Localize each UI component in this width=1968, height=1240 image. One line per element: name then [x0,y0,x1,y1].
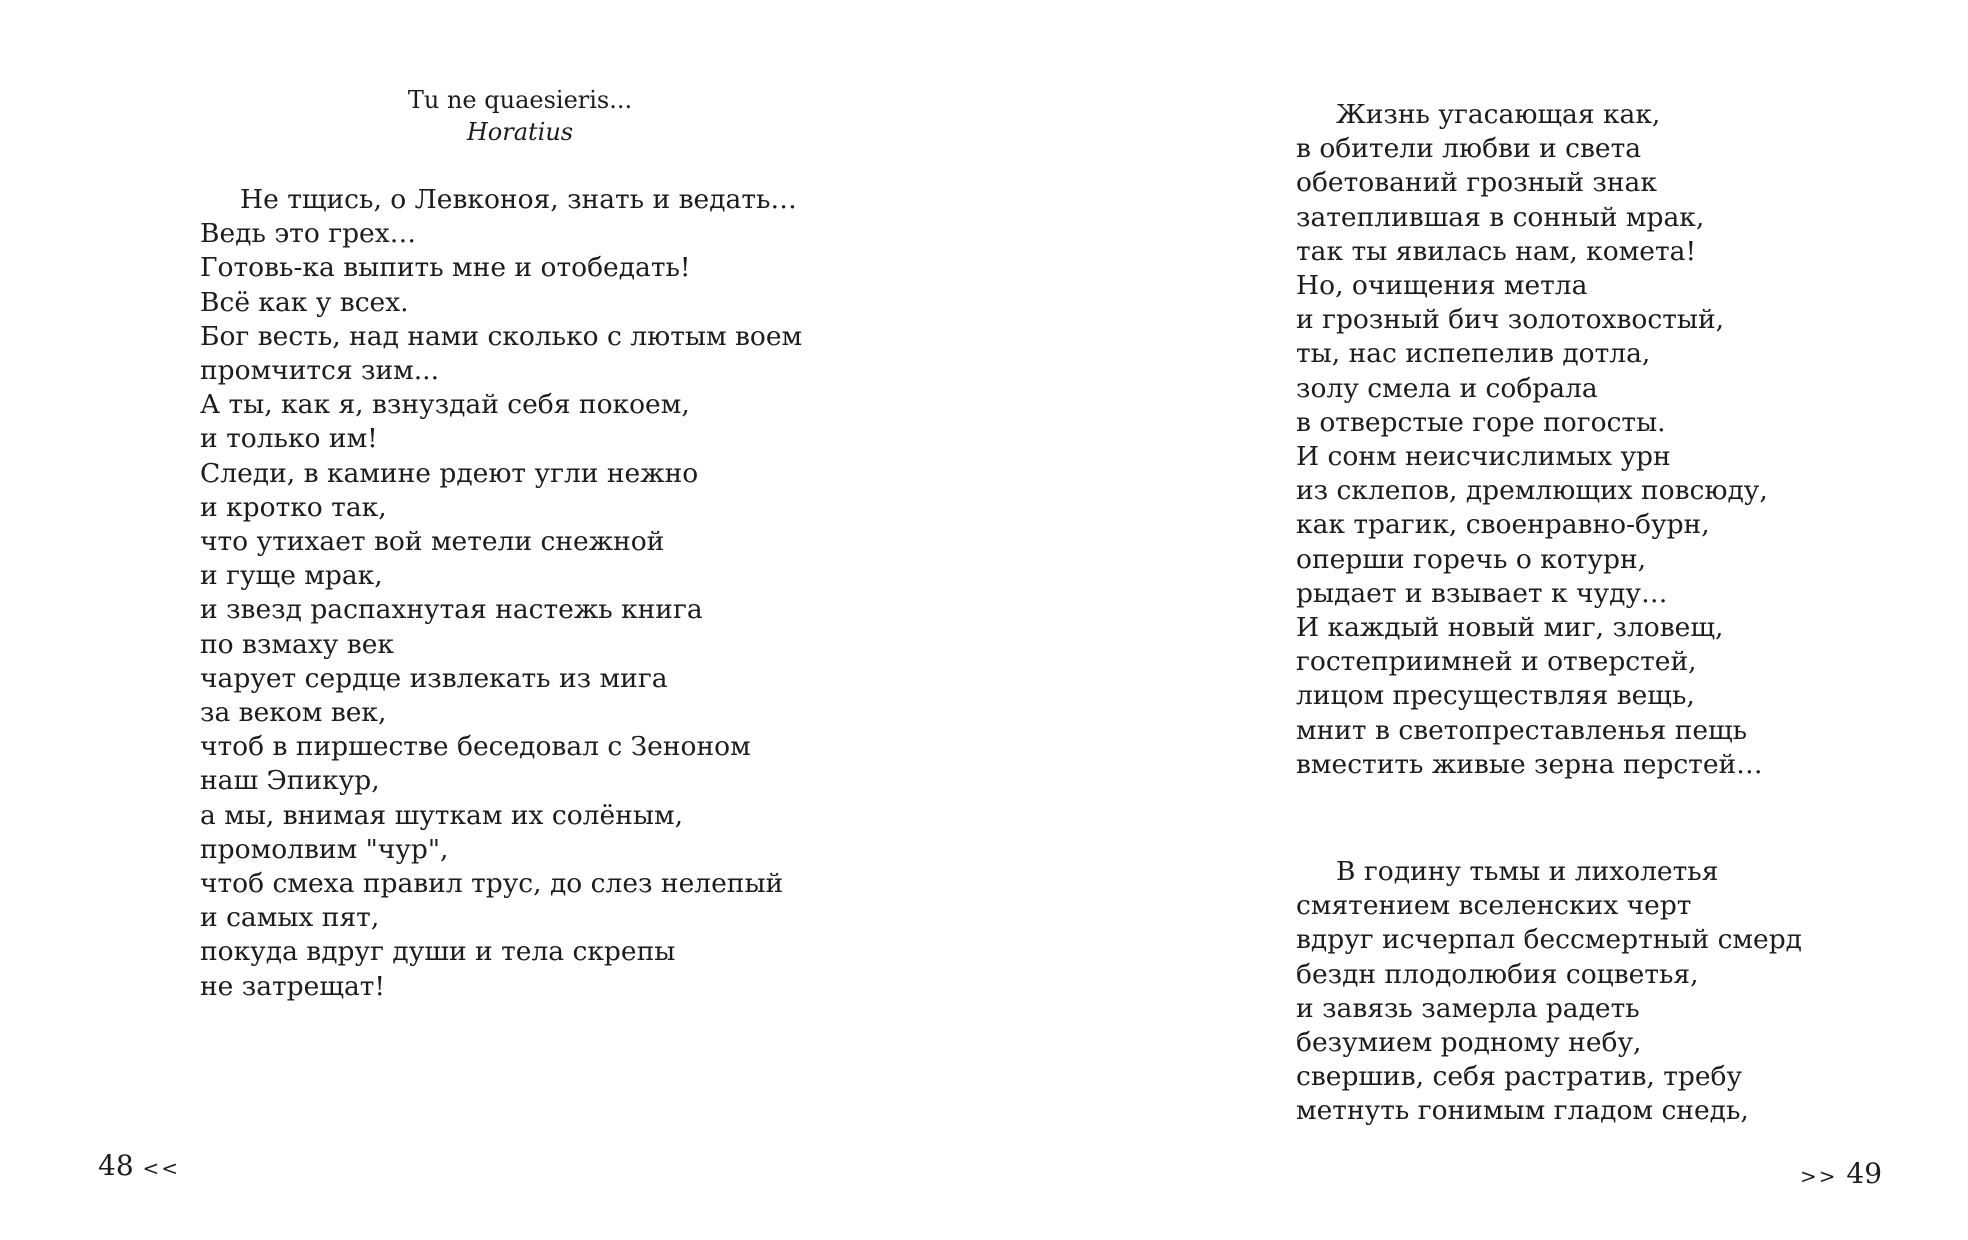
poem-line: чтоб в пиршестве беседовал с Зеноном [200,731,751,763]
poem-line: чарует сердце извлекать из мига [200,662,668,694]
poem-line: гостеприимней и отверстей, [1296,646,1697,678]
poem-line: как трагик, своенравно-бурн, [1296,509,1710,541]
poem-line: и звезд распахнутая настежь книга [200,594,703,626]
poem-line: лицом пресуществляя вещь, [1296,680,1695,712]
poem-line: и грозный бич золотохвостый, [1296,304,1725,336]
poem-line: не затрещат! [200,970,386,1002]
poem-line: Следи, в камине рдеют угли нежно [200,457,699,489]
poem-line: И сонм неисчислимых урн [1296,441,1671,473]
poem-line: чтоб смеха правил трус, до слез нелепый [200,868,784,900]
page-number: 49 [1846,1157,1883,1190]
poem-left [200,183,802,1004]
poem-line: метнуть гонимым гладом снедь, [1296,1095,1749,1127]
poem-line: золу смела и собрала [1296,372,1598,404]
poem-line: мнит в светопреставленья пещь [1296,714,1748,746]
poem-line: и гуще мрак, [200,560,383,592]
poem-line: наш Эпикур, [200,765,380,797]
poem-line: ты, нас испепелив дотла, [1296,338,1651,370]
right-page [984,0,1968,1240]
poem-line: промолвим "чур", [200,833,449,865]
poem-line: покуда вдруг души и тела скрепы [200,936,676,968]
poem-line: обетований грозный знак [1296,167,1657,199]
epigraph-title: Tu ne quaesieris... [407,86,633,114]
poem-line: Ведь это грех… [200,218,417,250]
poem-line: безумием родному небу, [1296,1027,1642,1059]
poem-line: за веком век, [200,697,387,729]
poem-line: Жизнь угасающая как, [1336,99,1661,130]
poem-line: оперши горечь о котурн, [1296,543,1647,575]
page-number-right [1800,1156,1882,1194]
poem-line: так ты явилась нам, комета! [1296,235,1697,267]
poem-line: и кротко так, [200,491,387,523]
poem-right-second [1296,855,1802,1129]
poem-line: свершив, себя растратив, требу [1296,1061,1743,1093]
poem-line: в обители любви и света [1296,133,1642,165]
page-number: 48 [98,1149,134,1182]
next-page-arrow[interactable]: >> [1800,1164,1838,1188]
poem-line: Готовь-ка выпить мне и отобедать! [200,252,691,284]
epigraph-author: Horatius [466,118,574,146]
poem-line: а мы, внимая шуткам их солёным, [200,799,683,831]
poem-line: Всё как у всех. [200,286,409,318]
poem-line: Но, очищения метла [1296,270,1588,302]
poem-line: и самых пят, [200,902,380,934]
poem-line: А ты, как я, взнуздай себя покоем, [200,389,690,421]
epigraph [295,84,745,148]
poem-line: смятением вселенских черт [1296,890,1692,922]
poem-line: Бог весть, над нами сколько с лютым воем [200,320,803,352]
poem-line: бездн плодолюбия соцветья, [1296,958,1699,990]
poem-line: из склепов, дремлющих повсюду, [1296,475,1768,507]
poem-line: вдруг исчерпал бессмертный смерд [1296,924,1802,956]
poem-line: что утихает вой метели снежной [200,526,665,558]
poem-right-first [1296,98,1768,782]
poem-line: в отверстые горе погосты. [1296,406,1666,438]
poem-line: и завязь замерла радеть [1296,992,1640,1024]
poem-line: И каждый новый миг, зловещ, [1296,612,1724,644]
poem-line: рыдает и взывает к чуду… [1296,577,1668,609]
poem-line: В годину тьмы и лихолетья [1336,856,1719,887]
page-number-left [98,1148,180,1186]
poem-line: Не тщись, о Левконоя, знать и ведать… [240,184,797,215]
poem-line: по взмаху век [200,628,394,660]
poem-line: промчится зим... [200,355,440,387]
prev-page-arrow[interactable]: << [142,1156,181,1180]
poem-line: вместить живые зерна перстей… [1296,748,1763,780]
poem-line: и только им! [200,423,378,455]
poem-line: затеплившая в сонный мрак, [1296,201,1705,233]
